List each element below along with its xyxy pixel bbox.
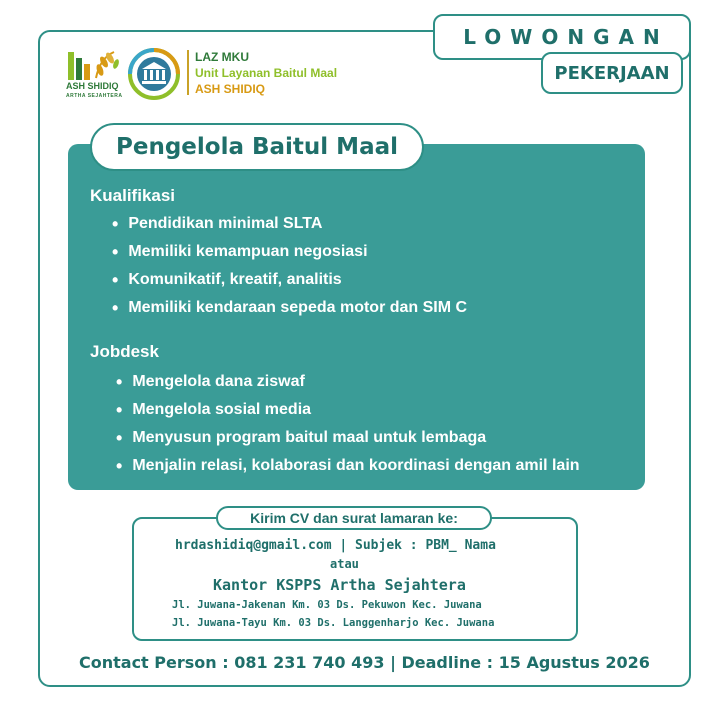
header-tag-lowongan: LOWONGAN bbox=[433, 14, 691, 60]
ash-shidiq-logo-subtext: ARTHA SEJAHTERA bbox=[66, 93, 123, 99]
ash-shidiq-logo-text: ASH SHIDIQ bbox=[66, 81, 119, 91]
list-item: • Menjalin relasi, kolaborasi dan koordinasi dengan amil lain bbox=[116, 452, 580, 480]
list-item: • Memiliki kendaraan sepeda motor dan SIM C bbox=[112, 294, 467, 322]
list-item: • Menyusun program baitul maal untuk lembaga bbox=[116, 424, 580, 452]
application-label: Kirim CV dan surat lamaran ke: bbox=[216, 506, 492, 530]
list-item: • Mengelola dana ziswaf bbox=[116, 368, 580, 396]
jobdesk-heading: Jobdesk bbox=[90, 342, 159, 361]
jobdesk-list bbox=[116, 368, 580, 480]
list-item: • Mengelola sosial media bbox=[116, 396, 580, 424]
or-text: atau bbox=[330, 557, 359, 571]
position-title: Pengelola Baitul Maal bbox=[90, 123, 424, 171]
contact-deadline-footer: Contact Person : 081 231 740 493 | Deadline : 15 Agustus 2026 bbox=[79, 653, 650, 672]
org-name-laz: LAZ MKU bbox=[195, 50, 249, 64]
office-name: Kantor KSPPS Artha Sejahtera bbox=[213, 576, 466, 594]
list-item: • Komunikatif, kreatif, analitis bbox=[112, 266, 467, 294]
bank-building-icon bbox=[128, 48, 180, 100]
list-item: • Memiliki kemampuan negosiasi bbox=[112, 238, 467, 266]
header-tag-pekerjaan: PEKERJAAN bbox=[541, 52, 683, 94]
org-brand-name: ASH SHIDIQ bbox=[195, 82, 266, 96]
office-address-1: Jl. Juwana-Jakenan Km. 03 Ds. Pekuwon Kec. Juwana bbox=[172, 599, 482, 611]
office-address-2: Jl. Juwana-Tayu Km. 03 Ds. Langgenharjo Kec. Juwana bbox=[172, 617, 495, 629]
email-subject-line[interactable]: hrdashidiq@gmail.com | Subjek : PBM_ Nama bbox=[175, 538, 496, 553]
qualifications-heading: Kualifikasi bbox=[90, 186, 176, 205]
org-unit-name: Unit Layanan Baitul Maal bbox=[195, 66, 338, 80]
list-item: • Pendidikan minimal SLTA bbox=[112, 210, 467, 238]
logo-divider bbox=[187, 50, 189, 95]
qualifications-list bbox=[112, 210, 467, 322]
